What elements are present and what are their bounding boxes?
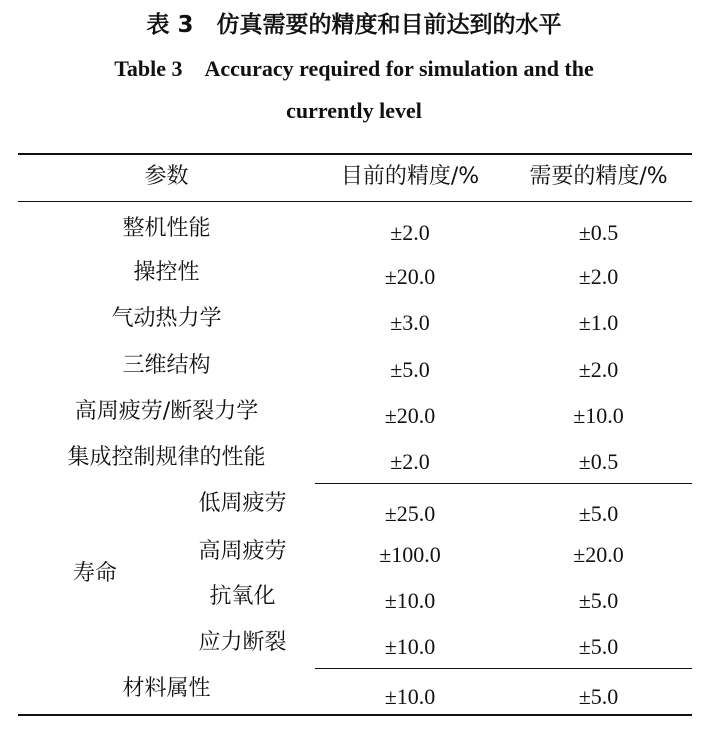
row-parameter: 高周疲劳/断裂力学 xyxy=(74,399,259,424)
row-required-value: ±1.0 xyxy=(578,310,619,335)
row-parameter: 高周疲劳 xyxy=(198,539,287,564)
row-parameter: 应力断裂 xyxy=(198,630,287,655)
row-parameter: 集成控制规律的性能 xyxy=(67,445,266,470)
row-required-value: ±0.5 xyxy=(578,449,619,474)
caption-english-line1: Table 3 Accuracy required for simulation and the xyxy=(114,56,594,81)
table-top-rule xyxy=(18,153,692,155)
header-parameter: 参数 xyxy=(144,164,189,189)
row-current-value: ±3.0 xyxy=(390,310,430,335)
row-required-value: ±2.0 xyxy=(578,264,619,289)
row-required-value: ±5.0 xyxy=(578,634,619,659)
header-rule xyxy=(18,201,692,202)
life-group-bottom-rule xyxy=(315,668,692,669)
life-group-label: 寿命 xyxy=(72,561,117,586)
row-current-value: ±20.0 xyxy=(384,264,436,289)
row-required-value: ±2.0 xyxy=(578,357,619,382)
row-required-value: ±10.0 xyxy=(573,403,624,428)
row-parameter: 三维结构 xyxy=(122,353,211,378)
row-required-value: ±0.5 xyxy=(578,220,619,245)
row-parameter: 材料属性 xyxy=(122,676,211,701)
caption-chinese: 表 3 仿真需要的精度和目前达到的水平 xyxy=(146,12,562,38)
row-parameter: 抗氧化 xyxy=(209,584,276,609)
row-required-value: ±5.0 xyxy=(578,501,619,526)
row-current-value: ±2.0 xyxy=(390,220,430,245)
row-current-value: ±25.0 xyxy=(384,501,436,526)
row-current-value: ±10.0 xyxy=(384,588,436,613)
row-current-value: ±10.0 xyxy=(384,684,436,709)
row-current-value: ±100.0 xyxy=(379,542,441,567)
caption-english-line2: currently level xyxy=(286,98,422,123)
table-bottom-rule xyxy=(18,714,692,716)
row-current-value: ±2.0 xyxy=(390,449,430,474)
row-parameter: 低周疲劳 xyxy=(198,491,287,516)
row-required-value: ±5.0 xyxy=(578,684,619,709)
header-required-accuracy: 需要的精度/% xyxy=(529,164,668,189)
row-current-value: ±10.0 xyxy=(384,634,436,659)
row-required-value: ±5.0 xyxy=(578,588,619,613)
row-parameter: 操控性 xyxy=(133,260,200,285)
row-current-value: ±5.0 xyxy=(390,357,430,382)
header-current-accuracy: 目前的精度/% xyxy=(340,164,480,189)
row-current-value: ±20.0 xyxy=(384,403,436,428)
row-parameter: 整机性能 xyxy=(122,216,211,241)
row-required-value: ±20.0 xyxy=(573,542,624,567)
row-parameter: 气动热力学 xyxy=(111,306,222,331)
life-group-top-rule xyxy=(315,483,692,484)
